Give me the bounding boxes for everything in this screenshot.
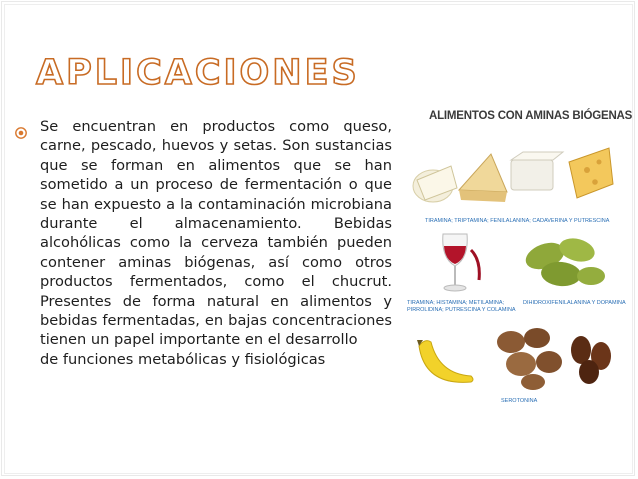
wine-glass-image — [421, 230, 491, 296]
caption-cheese: TIRAMINA; TRIPTAMINA; FENILALANINA; CADAVERINA Y PUTRESCINA — [425, 218, 610, 224]
figure-title: ALIMENTOS CON AMINAS BIÓGENAS — [429, 110, 633, 122]
circle-dot-bullet-icon — [14, 126, 28, 140]
slide-title: APLICACIONES — [36, 53, 360, 93]
caption-serotonin: SEROTONINA — [501, 398, 538, 404]
caption-wine-line-1: TIRAMINA; HISTAMINA; METILAMINA; — [407, 300, 505, 306]
walnuts-image — [491, 320, 569, 392]
dates-image — [565, 332, 619, 388]
paragraph-last-line: de funciones metabólicas y fisiológicas — [40, 350, 326, 368]
beans-image — [521, 230, 611, 294]
cheese-group-image — [411, 140, 621, 210]
caption-wine-line-2: PIRROLIDINA; PUTRESCINA Y COLAMINA — [407, 307, 516, 313]
body-paragraph — [40, 117, 392, 369]
caption-beans: DIHIDROXIFENILALANINA Y DOPAMINA — [523, 300, 626, 306]
biogenic-amines-figure — [403, 106, 633, 416]
paragraph-main: Se encuentran en productos como queso, carne, pescado, huevos y setas. Son sustancias que se forman en alimentos que se han sometido a un proceso de fermentación o que se han expuesto a la contaminación microbiana durante el almacenamiento. Bebidas alcohólicas como la cerveza también pueden contener aminas biógenas, así como otros productos fermentados, como el chucrut. Presentes de forma natural en alimentos y bebidas fermentadas, en bajas concentraciones tienen un papel importante en el desarrollo — [40, 118, 392, 349]
banana-image — [411, 324, 481, 394]
